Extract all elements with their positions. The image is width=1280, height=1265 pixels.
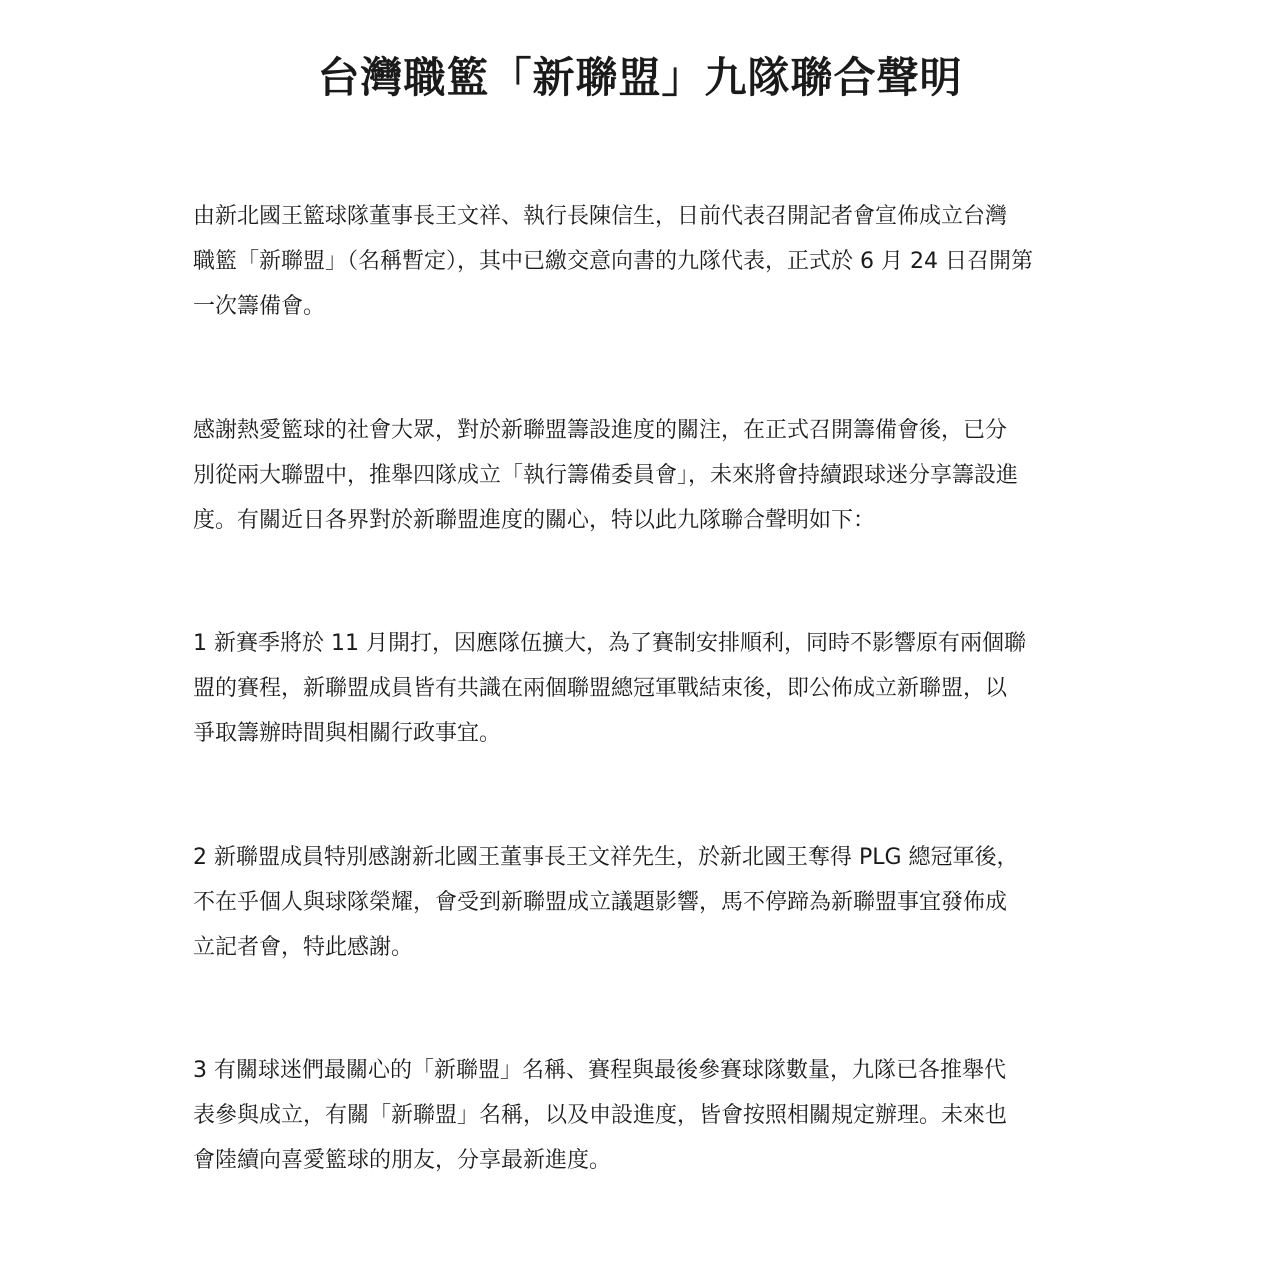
paragraph-line: 爭取籌辦時間與相關行政事宜。 bbox=[193, 721, 502, 746]
paragraph-line: 不在乎個人與球隊榮耀，會受到新聯盟成立議題影響，馬不停蹄為新聯盟事宜發佈成 bbox=[193, 890, 1008, 915]
paragraph-point-2 bbox=[193, 835, 1088, 970]
paragraph-line: 職籃「新聯盟」（名稱暫定），其中已繳交意向書的九隊代表，正式於 6 月 24 日召開第 bbox=[193, 249, 1033, 274]
paragraph-thanks bbox=[193, 408, 1088, 543]
paragraph-line: 由新北國王籃球隊董事長王文祥、執行長陳信生，日前代表召開記者會宣佈成立台灣 bbox=[193, 204, 1008, 229]
paragraph-line: 1 新賽季將於 11 月開打，因應隊伍擴大，為了賽制安排順利，同時不影響原有兩個聯 bbox=[193, 631, 1026, 656]
paragraph-line: 3 有關球迷們最關心的「新聯盟」名稱、賽程與最後參賽球隊數量，九隊已各推舉代 bbox=[193, 1058, 1006, 1083]
paragraph-line: 一次籌備會。 bbox=[193, 294, 326, 319]
paragraph-line: 感謝熱愛籃球的社會大眾，對於新聯盟籌設進度的關注，在正式召開籌備會後，已分 bbox=[193, 418, 1008, 443]
paragraph-line: 別從兩大聯盟中，推舉四隊成立「執行籌備委員會」，未來將會持續跟球迷分享籌設進 bbox=[193, 463, 1019, 488]
paragraph-line: 2 新聯盟成員特別感謝新北國王董事長王文祥先生，於新北國王奪得 PLG 總冠軍後， bbox=[193, 845, 1019, 870]
paragraph-line: 表參與成立，有關「新聯盟」名稱，以及申設進度，皆會按照相關規定辦理。未來也 bbox=[193, 1103, 1008, 1128]
page-title: 台灣職籃「新聯盟」九隊聯合聲明 bbox=[317, 53, 963, 102]
paragraph-point-3 bbox=[193, 1048, 1088, 1183]
paragraph-point-1 bbox=[193, 621, 1088, 756]
paragraph-line: 立記者會，特此感謝。 bbox=[193, 935, 414, 960]
paragraph-line: 盟的賽程，新聯盟成員皆有共識在兩個聯盟總冠軍戰結束後，即公佈成立新聯盟，以 bbox=[193, 676, 1008, 701]
paragraph-intro bbox=[193, 194, 1088, 329]
paragraph-line: 會陸續向喜愛籃球的朋友，分享最新進度。 bbox=[193, 1148, 612, 1173]
paragraph-line: 度。有關近日各界對於新聯盟進度的關心，特以此九隊聯合聲明如下： bbox=[193, 508, 876, 533]
